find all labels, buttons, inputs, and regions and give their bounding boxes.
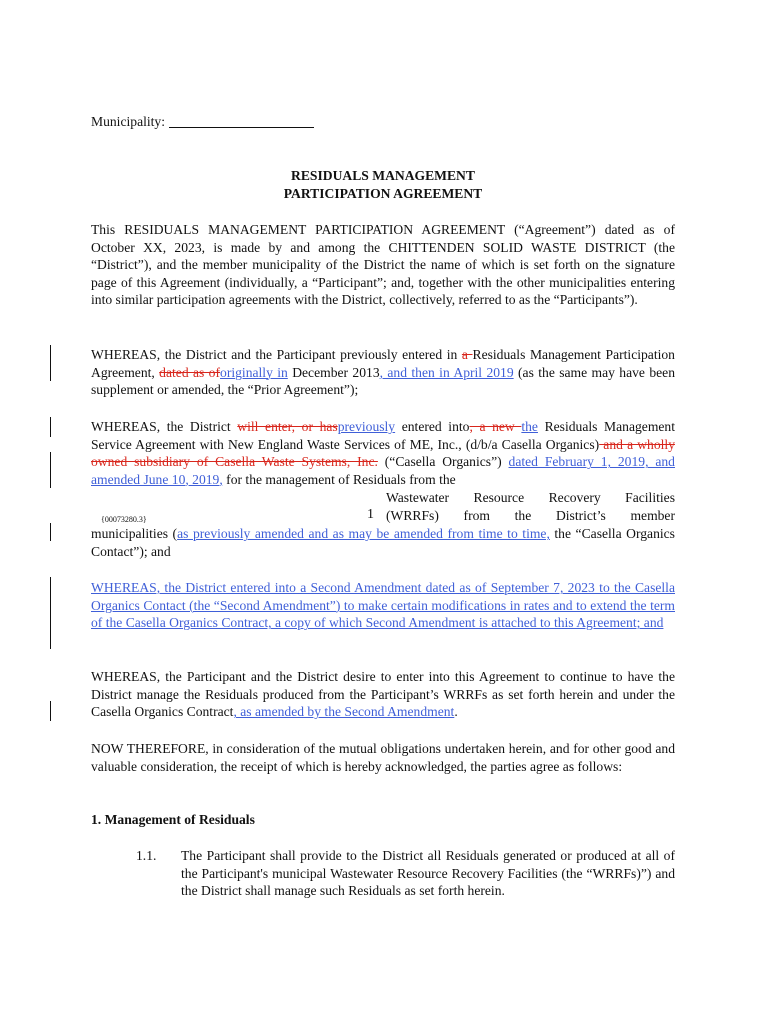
deleted-text: and a wholly owned subsidiary of Casella Waste Systems, Inc. [91,436,675,470]
page-number: 1 [367,507,374,522]
inserted-text: previously [337,419,396,434]
change-bar [50,452,51,488]
section-heading: 1. Management of Residuals [91,812,255,827]
now-therefore-paragraph: NOW THEREFORE, in consideration of the mutual obligations undertaken herein, and for other good and valuable consideration, the receipt of which is hereby acknowledged, the parties agree as follows: [91,741,675,774]
whereas-2-line-6: (WRRFs) from the District’s member [386,508,675,523]
whereas-paragraph-1: WHEREAS, the District and the Participant previously entered in a Residuals Management Participation Agreement, dated as oforiginally in December 2013, and then in April 2019 (as the same may have been supplement or amended, the “Prior Agreement”); [91,347,676,398]
intro-paragraph: This RESIDUALS MANAGEMENT PARTICIPATION AGREEMENT (“Agreement”) dated as of October XX, 2023, is made by and among the CHITTENDEN SOLID WASTE DISTRICT (the “District”), and the member municipality of the District the name of which is set forth on the signature page of this Agreement (individually, a “Participant”; and, together with the other municipalities entering into similar participation agreements with the District, collectively, referred to as the “Participants”). [91,222,675,308]
deleted-text: , a new [469,419,522,434]
inserted-text: as previously amended and as may be amended from time to time, [177,526,550,541]
whereas-paragraph-4: WHEREAS, the Participant and the District desire to enter into this Agreement to continue to have the District manage the Residuals produced from the Participant’s WRRFs as set forth herein and under the Casella Organics Contract, as amended by the Second Amendment. [91,669,675,720]
deleted-text: dated as of [159,364,221,380]
document-title-line2: PARTICIPATION AGREEMENT [283,186,483,201]
change-bar [50,701,51,721]
document-number: {00073280.3} [101,515,147,524]
whereas-2-continuation: municipalities (as previously amended and as may be amended from time to time, the “Casella Organics Contact”); and [91,526,675,559]
inserted-text: , as amended by the Second Amendment [233,704,455,720]
whereas-paragraph-2: WHEREAS, the District will enter, or haspreviously entered into, a new the Residuals Management Service Agreement with New England Waste Services of ME, Inc., (d/b/a Casella Organics) and a wholly owned subsidiary of Casella Waste Systems, Inc. (“Casella Organics”) dated February 1, 2019, and amended June 10, 2019, for the management of Residuals from the [91,419,675,487]
whereas-2-line-5: Wastewater Resource Recovery Facilities [386,490,675,505]
inserted-text: the [521,419,538,434]
municipality-blank[interactable] [169,114,314,128]
change-bar [50,577,51,649]
inserted-text: dated February 1, 2019, and amended June 10, 2019, [91,454,675,487]
subsection-text: The Participant shall provide to the District all Residuals generated or produced at all of the Participant's municipal Wastewater Resource Recovery Facilities (the “WRRFs)”) and the District shall manage such Residuals as set forth herein. [181,848,675,899]
inserted-text: , and then in April 2019 [379,364,514,380]
deleted-text: will enter, or has [237,419,338,434]
inserted-text: originally in [220,364,288,380]
document-title-line1: RESIDUALS MANAGEMENT [291,168,475,183]
change-bar [50,417,51,437]
change-bar [50,345,51,381]
change-bar [50,523,51,541]
subsection-number: 1.1. [136,848,157,863]
municipality-field [91,113,675,131]
whereas-paragraph-3: WHEREAS, the District entered into a Second Amendment dated as of September 7, 2023 to the Casella Organics Contact (the “Second Amendment”) to make certain modifications in rates and to extend the term of the Casella Organics Contract, a copy of which Second Amendment is attached to this Agreement; and [91,580,675,631]
municipality-label: Municipality: [91,114,166,129]
deleted-text: a [461,347,473,362]
